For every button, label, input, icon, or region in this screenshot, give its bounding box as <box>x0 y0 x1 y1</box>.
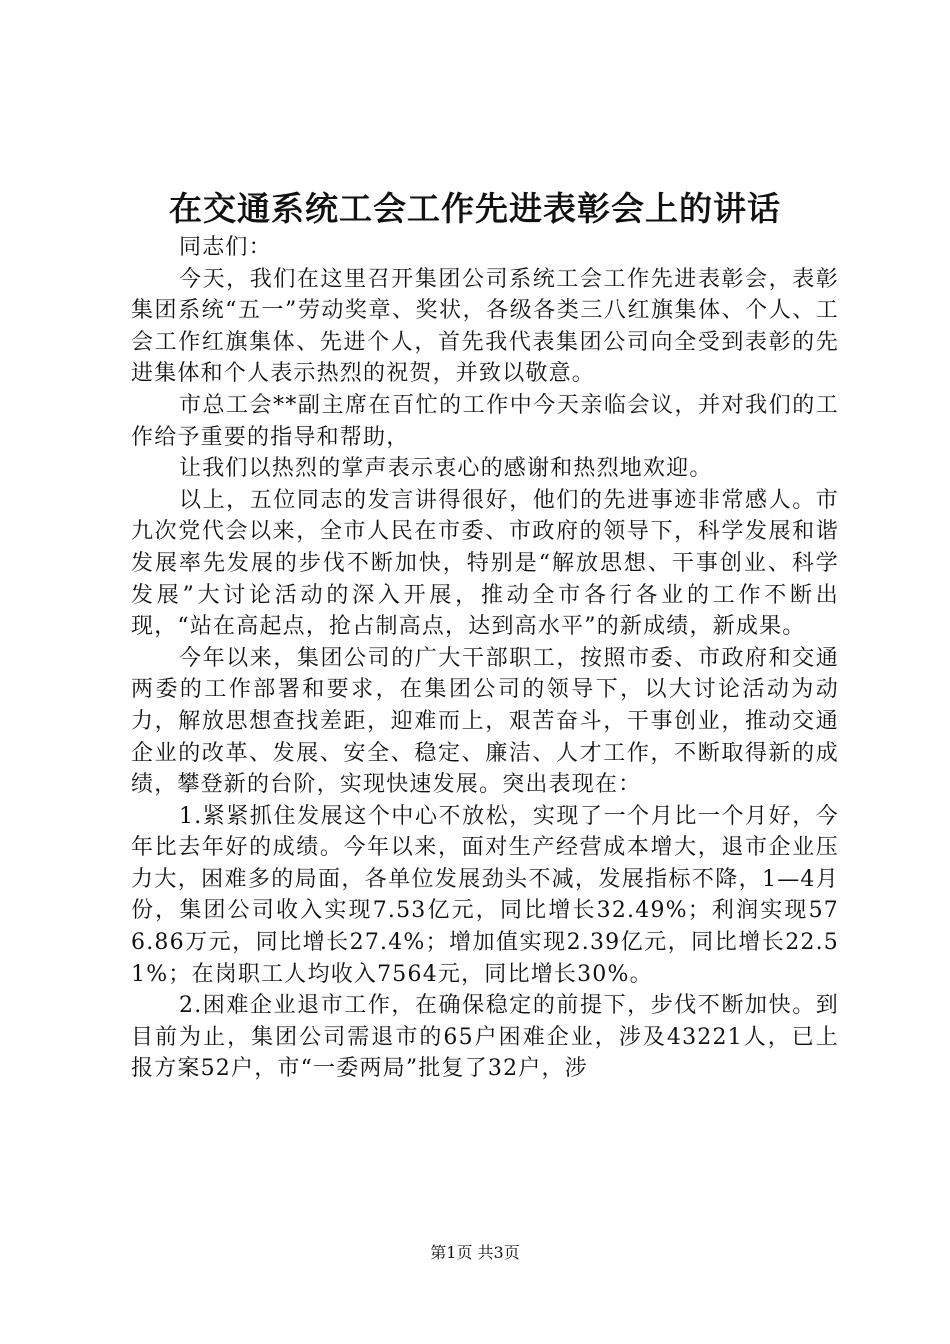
paragraph: 1.紧紧抓住发展这个中心不放松，实现了一个月比一个月好，今年比去年好的成绩。今年以来，面对生产经营成本增大，退市企业压力大，困难多的局面，各单位发展劲头不减，发展指标不降，1—4月份，集团公司收入实现7.53亿元，同比增长32.49%；利润实现576.86万元，同比增长27.4%；增加值实现2.39亿元，同比增长22.51%；在岗职工人均收入7564元，同比增长30%。 <box>131 803 839 987</box>
paragraph: 今天，我们在这里召开集团公司系统工会工作先进表彰会，表彰集团系统“五一”劳动奖章、奖状，各级各类三八红旗集体、个人、工会工作红旗集体、先进个人，首先我代表集团公司向全受到表彰的先进集体和个人表示热烈的祝贺，并致以敬意。 <box>131 266 839 387</box>
page-title: 在交通系统工会工作先进表彰会上的讲话 <box>169 189 781 228</box>
paragraph: 2.困难企业退市工作，在确保稳定的前提下，步伐不断加快。到目前为止，集团公司需退市的65户困难企业，涉及43221人，已上报方案52户，市“一委两局”批复了32户，涉 <box>131 993 839 1082</box>
paragraph: 市总工会**副主席在百忙的工作中今天亲临会议，并对我们的工作给予重要的指导和帮助， <box>131 392 839 450</box>
paragraph: 以上，五位同志的发言讲得很好，他们的先进事迹非常感人。市九次党代会以来，全市人民在市委、市政府的领导下，科学发展和谐发展率先发展的步伐不断加快，特别是“解放思想、干事创业、科学发展”大讨论活动的深入开展，推动全市各行各业的工作不断出现，“站在高起点，抢占制高点，达到高水平”的新成绩，新成果。 <box>131 487 839 640</box>
page-number-footer: 第1页 共3页 <box>430 1243 520 1262</box>
paragraph: 今年以来，集团公司的广大干部职工，按照市委、市政府和交通两委的工作部署和要求，在集团公司的领导下，以大讨论活动为动力，解放思想查找差距，迎难而上，艰苦奋斗，干事创业，推动交通企业的改革、发展、安全、稳定、廉洁、人才工作，不断取得新的成绩，攀登新的台阶，实现快速发展。突出表现在： <box>131 645 839 798</box>
document-body <box>131 232 839 1085</box>
paragraph-salutation: 同志们： <box>179 235 272 260</box>
paragraph: 让我们以热烈的掌声表示衷心的感谢和热烈地欢迎。 <box>179 456 713 482</box>
